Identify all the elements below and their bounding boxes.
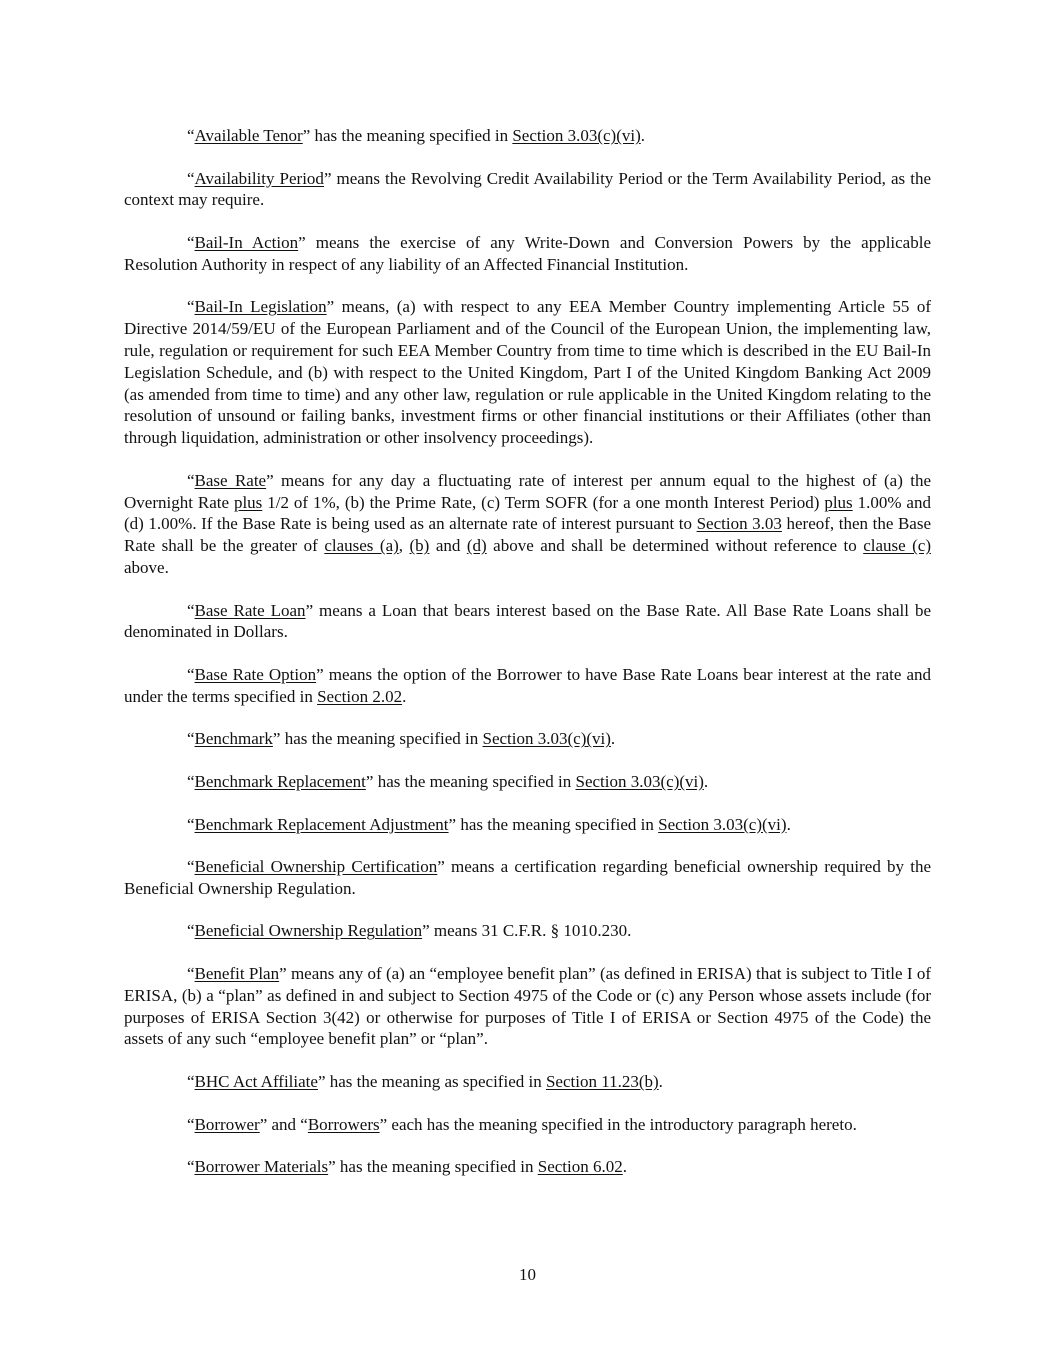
- text-run: “: [187, 126, 195, 145]
- underlined-term: Benchmark Replacement Adjustment: [194, 814, 449, 834]
- text-run: “: [187, 1072, 195, 1092]
- text-run: .: [640, 126, 645, 145]
- text-run: “: [187, 297, 195, 317]
- text-run: .: [622, 1157, 627, 1177]
- text-run: above.: [124, 557, 169, 577]
- underlined-term: Section 3.03(c)(vi): [512, 126, 641, 145]
- text-run: “: [187, 814, 195, 834]
- text-run: ” has the meaning as specified in: [317, 1072, 546, 1092]
- def-beneficial-ownership-certification: [124, 856, 931, 900]
- underlined-term: Borrowers: [307, 1114, 380, 1134]
- underlined-term: Beneficial Ownership Certification: [194, 857, 438, 877]
- def-availability-period: [124, 168, 931, 212]
- underlined-term: Section 3.03(c)(vi): [482, 729, 611, 749]
- text-run: “: [187, 729, 195, 749]
- text-run: and: [429, 536, 467, 556]
- def-benchmark-replacement: [124, 771, 931, 793]
- def-bail-in-legislation: [124, 296, 931, 449]
- def-bhc-act-affiliate: [124, 1071, 931, 1093]
- text-run: ” has the meaning specified in: [448, 814, 659, 834]
- underlined-term: clause (c): [863, 536, 932, 556]
- text-run: “: [187, 168, 195, 188]
- text-run: ” has the meaning specified in: [328, 1157, 538, 1177]
- def-beneficial-ownership-regulation: [124, 920, 931, 942]
- underlined-term: Bail-In Action: [194, 232, 299, 252]
- def-benchmark: [124, 728, 931, 750]
- text-run: 1.00% and (d) 1.00%. If the Base Rate is being used as an alternate rate of interest pursuant to: [124, 492, 931, 534]
- text-run: ” has the meaning specified in: [272, 729, 483, 749]
- text-run: “: [187, 771, 195, 791]
- underlined-term: Bail-In Legislation: [194, 297, 327, 317]
- text-run: .: [610, 729, 616, 749]
- underlined-term: (d): [466, 536, 487, 556]
- text-run: “: [187, 857, 195, 877]
- text-run: “: [187, 964, 195, 984]
- underlined-term: Section 3.03: [696, 514, 782, 534]
- underlined-term: Section 3.03(c)(vi): [658, 814, 787, 834]
- text-run: “: [187, 1157, 195, 1177]
- text-run: “: [187, 664, 195, 684]
- underlined-term: Benchmark Replacement: [194, 771, 366, 791]
- def-benefit-plan: [124, 963, 931, 1050]
- text-run: “: [187, 232, 195, 252]
- def-base-rate: [124, 470, 931, 579]
- underlined-term: Base Rate Loan: [194, 600, 306, 620]
- text-run: ” and “: [259, 1114, 308, 1134]
- text-run: ” means a Loan that bears interest based on the Base Rate. All Base Rate Loans shall be denominated in Dollars.: [124, 600, 931, 642]
- underlined-term: Base Rate: [194, 470, 267, 490]
- def-base-rate-loan: [124, 600, 931, 644]
- def-borrower-materials: [124, 1156, 931, 1178]
- text-run: ” has the meaning specified in: [365, 771, 576, 791]
- def-bail-in-action: [124, 232, 931, 276]
- text-run: ” means, (a) with respect to any EEA Member Country implementing Article 55 of Directive 2014/59/EU of the European Parliament and of the Council of the European Union, the implementing law, rule, regulation or requirement for such EEA Member Country from time to time which is described in the EU Bail-In Legislation Schedule, and (b) with respect to the United Kingdom, Part I of the United Kingdom Banking Act 2009 (as amended from time to time) and any other law, regulation or rule applicable in the United Kingdom relating to the resolution of unsound or failing banks, investment firms or other financial institutions or their Affiliates (other than through liquidation, administration or other insolvency proceedings).: [124, 297, 931, 448]
- text-run: ” each has the meaning specified in the introductory paragraph hereto.: [379, 1114, 857, 1134]
- underlined-term: Availability Period: [194, 168, 324, 188]
- text-run: ” means a certification regarding beneficial ownership required by the Beneficial Ownership Regulation.: [124, 857, 931, 898]
- underlined-term: Benchmark: [194, 729, 273, 749]
- page-number: 10: [519, 1265, 536, 1284]
- text-run: hereof, then the Base Rate shall be the greater of: [124, 514, 931, 556]
- underlined-term: Beneficial Ownership Regulation: [194, 921, 423, 941]
- underlined-term: Borrower Materials: [194, 1157, 329, 1177]
- underlined-term: Benefit Plan: [194, 964, 280, 984]
- text-run: “: [187, 921, 195, 941]
- text-run: ” means for any day a fluctuating rate of interest per annum equal to the highest of (a) the Overnight Rate: [124, 470, 932, 512]
- underlined-term: Section 2.02: [317, 686, 403, 706]
- text-run: ” has the meaning specified in: [302, 126, 513, 145]
- underlined-term: Section 11.23(b): [545, 1072, 659, 1092]
- def-benchmark-replacement-adjustment: [124, 814, 931, 836]
- def-borrower: [124, 1114, 931, 1136]
- text-run: .: [703, 771, 709, 791]
- def-available-tenor: [124, 125, 931, 147]
- text-run: “: [187, 1114, 195, 1134]
- text-run: “: [187, 470, 195, 490]
- underlined-term: Available Tenor: [194, 126, 303, 145]
- text-run: “: [187, 600, 195, 620]
- text-run: ” means the exercise of any Write-Down and Conversion Powers by the applicable Resolution Authority in respect of any liability of an Affected Financial Institution.: [124, 232, 931, 274]
- underlined-term: plus: [233, 492, 263, 512]
- underlined-term: (b): [409, 536, 430, 556]
- text-run: ” means any of (a) an “employee benefit plan” (as defined in ERISA) that is subject to Title I of ERISA, (b) a “plan” as defined in and subject to Section 4975 of the Code or (c) any Person whose assets include (for purposes of ERISA Section 3(42) or otherwise for purposes of Title I of ERISA or Section 4975 of the Code) the assets of any such “employee benefit plan” or “plan”.: [124, 964, 931, 1049]
- text-run: above and shall be determined without reference to: [486, 536, 864, 556]
- text-run: 1/2 of 1%, (b) the Prime Rate, (c) Term SOFR (for a one month Interest Period): [262, 492, 825, 512]
- underlined-term: Base Rate Option: [194, 664, 317, 684]
- text-run: ” means the Revolving Credit Availability Period or the Term Availability Period, as the context may require.: [124, 168, 931, 210]
- text-run: .: [786, 814, 791, 834]
- text-run: .: [402, 686, 407, 706]
- text-run: ,: [398, 536, 410, 556]
- underlined-term: Borrower: [194, 1114, 260, 1134]
- underlined-term: plus: [824, 492, 853, 512]
- underlined-term: Section 3.03(c)(vi): [575, 771, 704, 791]
- def-base-rate-option: [124, 664, 931, 708]
- text-run: ” means 31 C.F.R. § 1010.230.: [422, 921, 632, 941]
- underlined-term: clauses (a): [324, 536, 399, 556]
- text-run: .: [658, 1072, 663, 1092]
- text-run: ” means the option of the Borrower to have Base Rate Loans bear interest at the rate and under the terms specified in: [124, 664, 932, 706]
- underlined-term: Section 6.02: [537, 1157, 623, 1177]
- document-page: [124, 125, 931, 1199]
- underlined-term: BHC Act Affiliate: [194, 1072, 318, 1092]
